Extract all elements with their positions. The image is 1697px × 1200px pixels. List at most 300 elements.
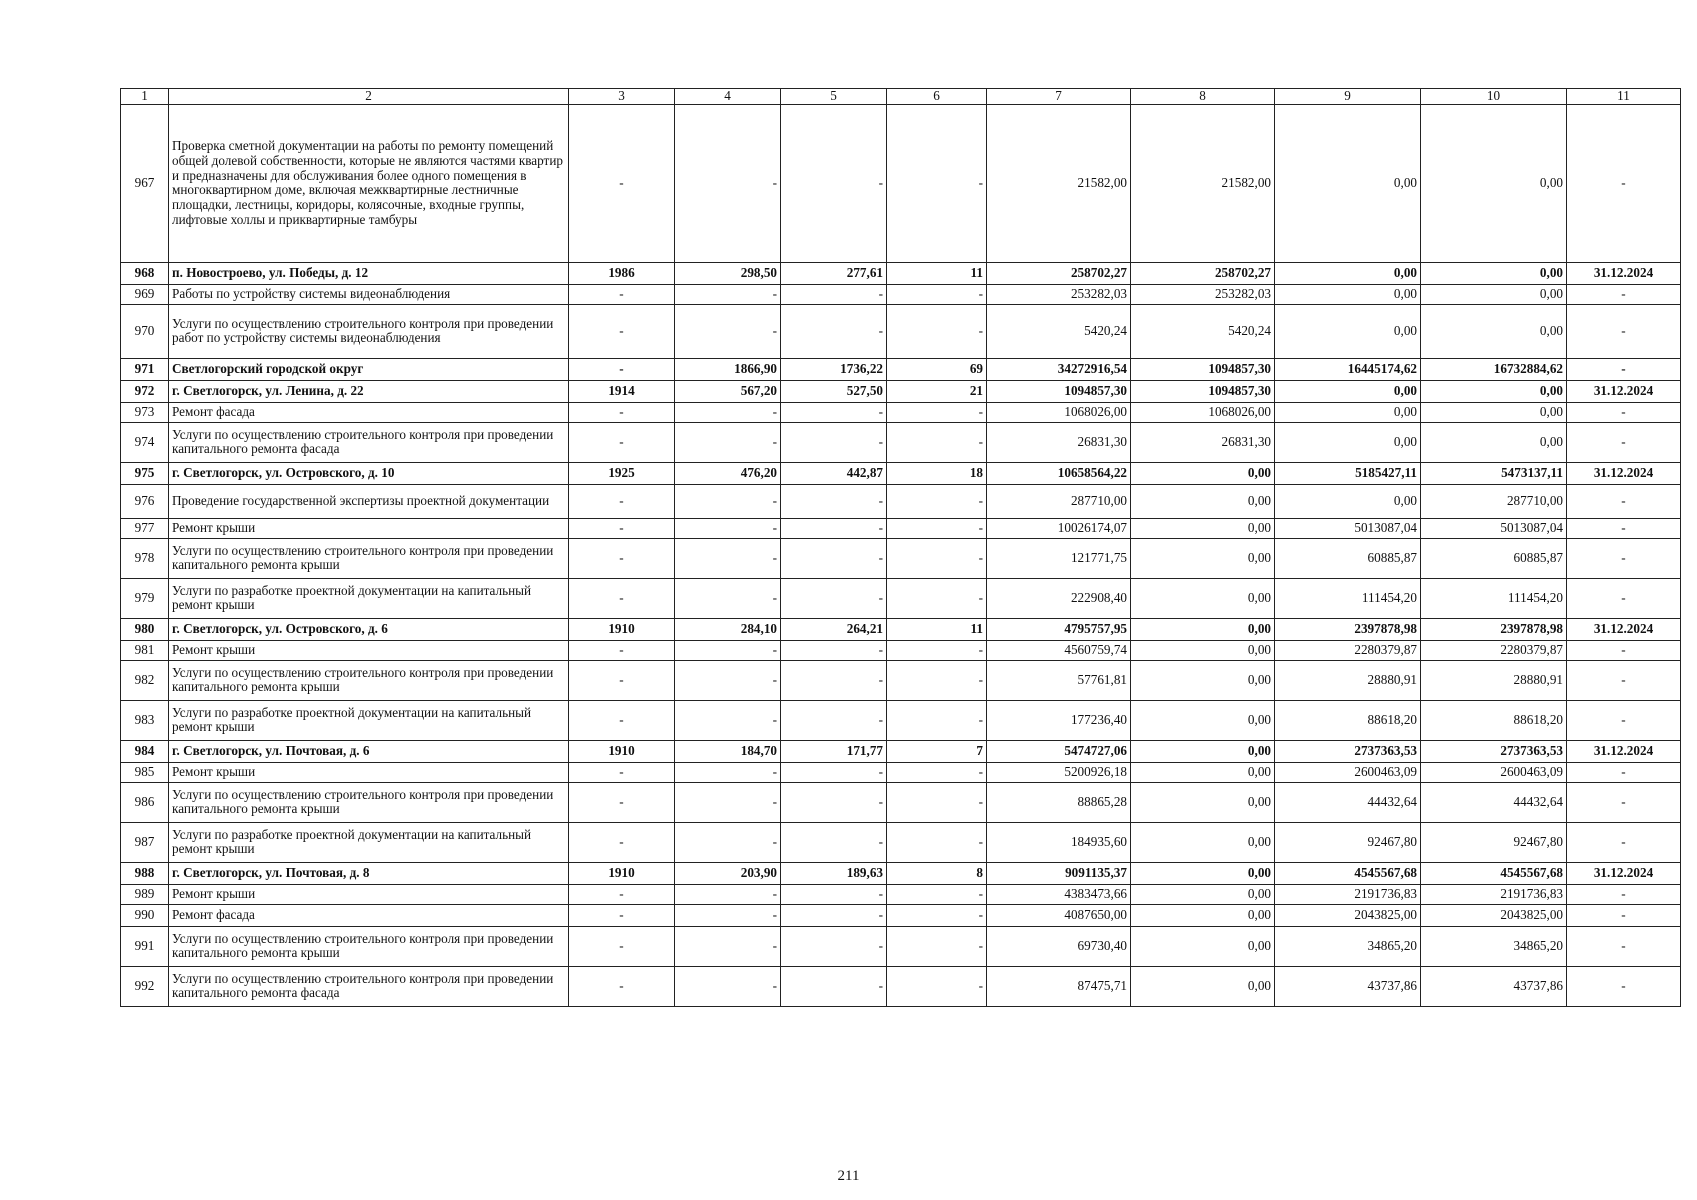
year-cell: - [569, 358, 675, 380]
table-row [121, 358, 1681, 380]
deadline-cell: - [1567, 402, 1681, 422]
total-area-cell: - [675, 660, 781, 700]
year-cell: - [569, 538, 675, 578]
table-row [121, 782, 1681, 822]
row-number-cell: 992 [121, 966, 169, 1006]
total-cost-cell: 21582,00 [987, 104, 1131, 262]
cost-col9-cell: 0,00 [1275, 422, 1421, 462]
deadline-cell: - [1567, 700, 1681, 740]
row-number-cell: 987 [121, 822, 169, 862]
cost-col9-cell: 2737363,53 [1275, 740, 1421, 762]
total-area-cell: 567,20 [675, 380, 781, 402]
cost-col9-cell: 2280379,87 [1275, 640, 1421, 660]
cost-col10-cell: 44432,64 [1421, 782, 1567, 822]
residents-cell: - [887, 660, 987, 700]
living-area-cell: 264,21 [781, 618, 887, 640]
total-cost-cell: 69730,40 [987, 926, 1131, 966]
cost-col8-cell: 0,00 [1131, 926, 1275, 966]
living-area-cell: 1736,22 [781, 358, 887, 380]
total-area-cell: - [675, 926, 781, 966]
total-cost-cell: 10026174,07 [987, 518, 1131, 538]
total-area-cell: 203,90 [675, 862, 781, 884]
work-name-cell: г. Светлогорск, ул. Почтовая, д. 8 [169, 862, 569, 884]
living-area-cell: - [781, 484, 887, 518]
year-cell: - [569, 484, 675, 518]
row-number-cell: 975 [121, 462, 169, 484]
total-area-cell: - [675, 304, 781, 358]
cost-col8-cell: 0,00 [1131, 904, 1275, 926]
living-area-cell: 171,77 [781, 740, 887, 762]
header-cell: 7 [987, 89, 1131, 105]
year-cell: - [569, 640, 675, 660]
cost-col9-cell: 60885,87 [1275, 538, 1421, 578]
header-cell: 6 [887, 89, 987, 105]
cost-col8-cell: 0,00 [1131, 640, 1275, 660]
cost-col10-cell: 0,00 [1421, 284, 1567, 304]
total-cost-cell: 253282,03 [987, 284, 1131, 304]
deadline-cell: - [1567, 660, 1681, 700]
row-number-cell: 973 [121, 402, 169, 422]
cost-col8-cell: 1094857,30 [1131, 358, 1275, 380]
header-cell: 8 [1131, 89, 1275, 105]
residents-cell: - [887, 284, 987, 304]
deadline-cell: - [1567, 538, 1681, 578]
work-name-cell: г. Светлогорск, ул. Почтовая, д. 6 [169, 740, 569, 762]
total-cost-cell: 5200926,18 [987, 762, 1131, 782]
total-area-cell: - [675, 422, 781, 462]
cost-col8-cell: 0,00 [1131, 884, 1275, 904]
deadline-cell: - [1567, 104, 1681, 262]
table-row [121, 380, 1681, 402]
cost-col8-cell: 0,00 [1131, 578, 1275, 618]
living-area-cell: 277,61 [781, 262, 887, 284]
cost-col10-cell: 16732884,62 [1421, 358, 1567, 380]
cost-col9-cell: 28880,91 [1275, 660, 1421, 700]
cost-col10-cell: 4545567,68 [1421, 862, 1567, 884]
cost-col10-cell: 0,00 [1421, 262, 1567, 284]
year-cell: 1910 [569, 740, 675, 762]
header-cell: 2 [169, 89, 569, 105]
year-cell: - [569, 700, 675, 740]
row-number-cell: 972 [121, 380, 169, 402]
table-row [121, 284, 1681, 304]
work-name-cell: Услуги по осуществлению строительного контроля при проведении капитального ремонта фасада [169, 966, 569, 1006]
total-area-cell: - [675, 966, 781, 1006]
total-area-cell: - [675, 884, 781, 904]
total-cost-cell: 57761,81 [987, 660, 1131, 700]
total-area-cell: - [675, 904, 781, 926]
row-number-cell: 988 [121, 862, 169, 884]
deadline-cell: 31.12.2024 [1567, 262, 1681, 284]
cost-col9-cell: 0,00 [1275, 484, 1421, 518]
table-row [121, 304, 1681, 358]
cost-col8-cell: 0,00 [1131, 462, 1275, 484]
cost-col9-cell: 0,00 [1275, 104, 1421, 262]
work-name-cell: Услуги по разработке проектной документации на капитальный ремонт крыши [169, 822, 569, 862]
cost-col10-cell: 0,00 [1421, 402, 1567, 422]
cost-col8-cell: 0,00 [1131, 782, 1275, 822]
header-cell: 11 [1567, 89, 1681, 105]
deadline-cell: - [1567, 358, 1681, 380]
work-name-cell: Услуги по осуществлению строительного контроля при проведении капитального ремонта крыши [169, 660, 569, 700]
cost-col8-cell: 0,00 [1131, 484, 1275, 518]
cost-col10-cell: 0,00 [1421, 422, 1567, 462]
cost-col8-cell: 0,00 [1131, 966, 1275, 1006]
cost-col9-cell: 92467,80 [1275, 822, 1421, 862]
residents-cell: 11 [887, 618, 987, 640]
deadline-cell: 31.12.2024 [1567, 618, 1681, 640]
deadline-cell: - [1567, 518, 1681, 538]
work-name-cell: Ремонт фасада [169, 904, 569, 926]
cost-col10-cell: 2043825,00 [1421, 904, 1567, 926]
cost-col9-cell: 0,00 [1275, 304, 1421, 358]
table-row [121, 884, 1681, 904]
work-name-cell: Ремонт крыши [169, 518, 569, 538]
year-cell: - [569, 422, 675, 462]
work-name-cell: г. Светлогорск, ул. Островского, д. 10 [169, 462, 569, 484]
total-area-cell: - [675, 538, 781, 578]
total-cost-cell: 177236,40 [987, 700, 1131, 740]
total-cost-cell: 1068026,00 [987, 402, 1131, 422]
work-name-cell: Светлогорский городской округ [169, 358, 569, 380]
row-number-cell: 968 [121, 262, 169, 284]
residents-cell: 18 [887, 462, 987, 484]
residents-cell: 7 [887, 740, 987, 762]
total-area-cell: 298,50 [675, 262, 781, 284]
cost-col8-cell: 1068026,00 [1131, 402, 1275, 422]
total-area-cell: - [675, 578, 781, 618]
total-cost-cell: 4560759,74 [987, 640, 1131, 660]
total-cost-cell: 4795757,95 [987, 618, 1131, 640]
deadline-cell: 31.12.2024 [1567, 380, 1681, 402]
table-row [121, 578, 1681, 618]
total-cost-cell: 4383473,66 [987, 884, 1131, 904]
header-cell: 10 [1421, 89, 1567, 105]
deadline-cell: - [1567, 762, 1681, 782]
living-area-cell: - [781, 104, 887, 262]
cost-col8-cell: 1094857,30 [1131, 380, 1275, 402]
total-area-cell: - [675, 104, 781, 262]
table-row [121, 926, 1681, 966]
living-area-cell: - [781, 640, 887, 660]
residents-cell: - [887, 578, 987, 618]
cost-col8-cell: 0,00 [1131, 700, 1275, 740]
residents-cell: - [887, 402, 987, 422]
cost-col9-cell: 111454,20 [1275, 578, 1421, 618]
cost-col10-cell: 0,00 [1421, 304, 1567, 358]
row-number-cell: 991 [121, 926, 169, 966]
row-number-cell: 983 [121, 700, 169, 740]
residents-cell: - [887, 926, 987, 966]
total-area-cell: - [675, 640, 781, 660]
work-name-cell: п. Новостроево, ул. Победы, д. 12 [169, 262, 569, 284]
deadline-cell: - [1567, 640, 1681, 660]
residents-cell: 11 [887, 262, 987, 284]
cost-col9-cell: 0,00 [1275, 262, 1421, 284]
cost-col8-cell: 0,00 [1131, 822, 1275, 862]
year-cell: - [569, 822, 675, 862]
total-cost-cell: 34272916,54 [987, 358, 1131, 380]
cost-col10-cell: 2280379,87 [1421, 640, 1567, 660]
works-table [120, 88, 1681, 1007]
year-cell: - [569, 926, 675, 966]
total-cost-cell: 5474727,06 [987, 740, 1131, 762]
row-number-cell: 981 [121, 640, 169, 660]
residents-cell: - [887, 304, 987, 358]
cost-col8-cell: 0,00 [1131, 618, 1275, 640]
living-area-cell: - [781, 402, 887, 422]
residents-cell: - [887, 762, 987, 782]
table-row [121, 484, 1681, 518]
year-cell: 1910 [569, 862, 675, 884]
header-cell: 5 [781, 89, 887, 105]
year-cell: - [569, 782, 675, 822]
total-cost-cell: 9091135,37 [987, 862, 1131, 884]
row-number-cell: 989 [121, 884, 169, 904]
table-row [121, 518, 1681, 538]
living-area-cell: 442,87 [781, 462, 887, 484]
residents-cell: - [887, 966, 987, 1006]
cost-col10-cell: 2600463,09 [1421, 762, 1567, 782]
work-name-cell: Услуги по разработке проектной документации на капитальный ремонт крыши [169, 578, 569, 618]
year-cell: - [569, 966, 675, 1006]
work-name-cell: Проверка сметной документации на работы по ремонту помещений общей долевой собственности, которые не являются частями квартир и предназначены для обслуживания более одного помещения в многоквартирном доме, включая межквартирные лестничные площадки, лестницы, коридоры, колясочные, входные группы, лифтовые холлы и приквартирные тамбуры [169, 104, 569, 262]
residents-cell: - [887, 884, 987, 904]
year-cell: - [569, 304, 675, 358]
row-number-cell: 970 [121, 304, 169, 358]
total-area-cell: 1866,90 [675, 358, 781, 380]
cost-col8-cell: 0,00 [1131, 862, 1275, 884]
cost-col9-cell: 2191736,83 [1275, 884, 1421, 904]
row-number-cell: 986 [121, 782, 169, 822]
living-area-cell: - [781, 578, 887, 618]
residents-cell: - [887, 782, 987, 822]
page-number: 211 [837, 1168, 860, 1184]
row-number-cell: 974 [121, 422, 169, 462]
residents-cell: - [887, 904, 987, 926]
cost-col10-cell: 92467,80 [1421, 822, 1567, 862]
deadline-cell: 31.12.2024 [1567, 740, 1681, 762]
cost-col9-cell: 2397878,98 [1275, 618, 1421, 640]
cost-col9-cell: 0,00 [1275, 284, 1421, 304]
cost-col9-cell: 34865,20 [1275, 926, 1421, 966]
cost-col8-cell: 0,00 [1131, 762, 1275, 782]
total-cost-cell: 184935,60 [987, 822, 1131, 862]
cost-col10-cell: 60885,87 [1421, 538, 1567, 578]
row-number-cell: 967 [121, 104, 169, 262]
cost-col9-cell: 16445174,62 [1275, 358, 1421, 380]
total-area-cell: - [675, 782, 781, 822]
residents-cell: - [887, 484, 987, 518]
total-area-cell: 476,20 [675, 462, 781, 484]
living-area-cell: - [781, 660, 887, 700]
cost-col9-cell: 5185427,11 [1275, 462, 1421, 484]
work-name-cell: Ремонт крыши [169, 884, 569, 904]
year-cell: - [569, 402, 675, 422]
year-cell: - [569, 518, 675, 538]
residents-cell: - [887, 538, 987, 578]
total-cost-cell: 4087650,00 [987, 904, 1131, 926]
deadline-cell: - [1567, 822, 1681, 862]
deadline-cell: - [1567, 422, 1681, 462]
table-row [121, 966, 1681, 1006]
table-row [121, 262, 1681, 284]
residents-cell: - [887, 822, 987, 862]
deadline-cell: - [1567, 782, 1681, 822]
total-cost-cell: 121771,75 [987, 538, 1131, 578]
cost-col10-cell: 0,00 [1421, 380, 1567, 402]
total-area-cell: - [675, 402, 781, 422]
table-row [121, 618, 1681, 640]
column-number-row [121, 89, 1681, 105]
total-cost-cell: 1094857,30 [987, 380, 1131, 402]
work-name-cell: Услуги по осуществлению строительного контроля при проведении капитального ремонта фасада [169, 422, 569, 462]
living-area-cell: - [781, 904, 887, 926]
work-name-cell: г. Светлогорск, ул. Островского, д. 6 [169, 618, 569, 640]
living-area-cell: - [781, 822, 887, 862]
cost-col9-cell: 43737,86 [1275, 966, 1421, 1006]
living-area-cell: 189,63 [781, 862, 887, 884]
total-area-cell: - [675, 284, 781, 304]
row-number-cell: 982 [121, 660, 169, 700]
deadline-cell: - [1567, 578, 1681, 618]
living-area-cell: - [781, 884, 887, 904]
year-cell: - [569, 904, 675, 926]
living-area-cell: 527,50 [781, 380, 887, 402]
table-row [121, 740, 1681, 762]
cost-col10-cell: 43737,86 [1421, 966, 1567, 1006]
cost-col8-cell: 258702,27 [1131, 262, 1275, 284]
year-cell: - [569, 884, 675, 904]
row-number-cell: 969 [121, 284, 169, 304]
work-name-cell: Ремонт фасада [169, 402, 569, 422]
cost-col8-cell: 21582,00 [1131, 104, 1275, 262]
cost-col9-cell: 4545567,68 [1275, 862, 1421, 884]
year-cell: - [569, 660, 675, 700]
residents-cell: - [887, 422, 987, 462]
total-cost-cell: 87475,71 [987, 966, 1131, 1006]
total-area-cell: - [675, 484, 781, 518]
living-area-cell: - [781, 518, 887, 538]
row-number-cell: 980 [121, 618, 169, 640]
cost-col9-cell: 2043825,00 [1275, 904, 1421, 926]
cost-col8-cell: 5420,24 [1131, 304, 1275, 358]
residents-cell: - [887, 700, 987, 740]
cost-col10-cell: 2397878,98 [1421, 618, 1567, 640]
work-name-cell: Проведение государственной экспертизы проектной документации [169, 484, 569, 518]
residents-cell: - [887, 518, 987, 538]
deadline-cell: - [1567, 284, 1681, 304]
residents-cell: - [887, 640, 987, 660]
work-name-cell: Услуги по осуществлению строительного контроля при проведении работ по устройству системы видеонаблюдения [169, 304, 569, 358]
deadline-cell: 31.12.2024 [1567, 462, 1681, 484]
living-area-cell: - [781, 422, 887, 462]
residents-cell: - [887, 104, 987, 262]
total-area-cell: - [675, 700, 781, 740]
year-cell: - [569, 284, 675, 304]
cost-col9-cell: 2600463,09 [1275, 762, 1421, 782]
table-row [121, 462, 1681, 484]
living-area-cell: - [781, 284, 887, 304]
row-number-cell: 985 [121, 762, 169, 782]
table-row [121, 640, 1681, 660]
total-cost-cell: 222908,40 [987, 578, 1131, 618]
table-row [121, 660, 1681, 700]
total-area-cell: - [675, 762, 781, 782]
deadline-cell: - [1567, 926, 1681, 966]
header-cell: 9 [1275, 89, 1421, 105]
row-number-cell: 978 [121, 538, 169, 578]
total-area-cell: - [675, 518, 781, 538]
cost-col9-cell: 5013087,04 [1275, 518, 1421, 538]
cost-col8-cell: 0,00 [1131, 518, 1275, 538]
living-area-cell: - [781, 782, 887, 822]
table-row [121, 422, 1681, 462]
year-cell: 1910 [569, 618, 675, 640]
residents-cell: 8 [887, 862, 987, 884]
row-number-cell: 984 [121, 740, 169, 762]
header-cell: 1 [121, 89, 169, 105]
deadline-cell: - [1567, 304, 1681, 358]
cost-col10-cell: 28880,91 [1421, 660, 1567, 700]
year-cell: 1925 [569, 462, 675, 484]
cost-col10-cell: 2737363,53 [1421, 740, 1567, 762]
cost-col9-cell: 88618,20 [1275, 700, 1421, 740]
work-name-cell: Услуги по осуществлению строительного контроля при проведении капитального ремонта крыши [169, 782, 569, 822]
total-cost-cell: 26831,30 [987, 422, 1131, 462]
cost-col10-cell: 0,00 [1421, 104, 1567, 262]
cost-col8-cell: 0,00 [1131, 740, 1275, 762]
deadline-cell: 31.12.2024 [1567, 862, 1681, 884]
total-cost-cell: 10658564,22 [987, 462, 1131, 484]
year-cell: 1914 [569, 380, 675, 402]
cost-col9-cell: 0,00 [1275, 402, 1421, 422]
table-row [121, 762, 1681, 782]
residents-cell: 69 [887, 358, 987, 380]
year-cell: - [569, 762, 675, 782]
cost-col10-cell: 287710,00 [1421, 484, 1567, 518]
cost-col8-cell: 0,00 [1131, 538, 1275, 578]
header-cell: 4 [675, 89, 781, 105]
work-name-cell: Ремонт крыши [169, 640, 569, 660]
cost-col10-cell: 34865,20 [1421, 926, 1567, 966]
living-area-cell: - [781, 966, 887, 1006]
living-area-cell: - [781, 304, 887, 358]
deadline-cell: - [1567, 484, 1681, 518]
total-cost-cell: 88865,28 [987, 782, 1131, 822]
total-cost-cell: 287710,00 [987, 484, 1131, 518]
living-area-cell: - [781, 926, 887, 966]
deadline-cell: - [1567, 904, 1681, 926]
cost-col10-cell: 2191736,83 [1421, 884, 1567, 904]
row-number-cell: 977 [121, 518, 169, 538]
cost-col10-cell: 111454,20 [1421, 578, 1567, 618]
cost-col9-cell: 44432,64 [1275, 782, 1421, 822]
work-name-cell: Ремонт крыши [169, 762, 569, 782]
total-area-cell: 284,10 [675, 618, 781, 640]
living-area-cell: - [781, 700, 887, 740]
header-cell: 3 [569, 89, 675, 105]
work-name-cell: Услуги по разработке проектной документации на капитальный ремонт крыши [169, 700, 569, 740]
deadline-cell: - [1567, 884, 1681, 904]
total-area-cell: - [675, 822, 781, 862]
cost-col8-cell: 26831,30 [1131, 422, 1275, 462]
table-row [121, 700, 1681, 740]
table-row [121, 538, 1681, 578]
table-row [121, 822, 1681, 862]
table-row [121, 402, 1681, 422]
total-cost-cell: 5420,24 [987, 304, 1131, 358]
